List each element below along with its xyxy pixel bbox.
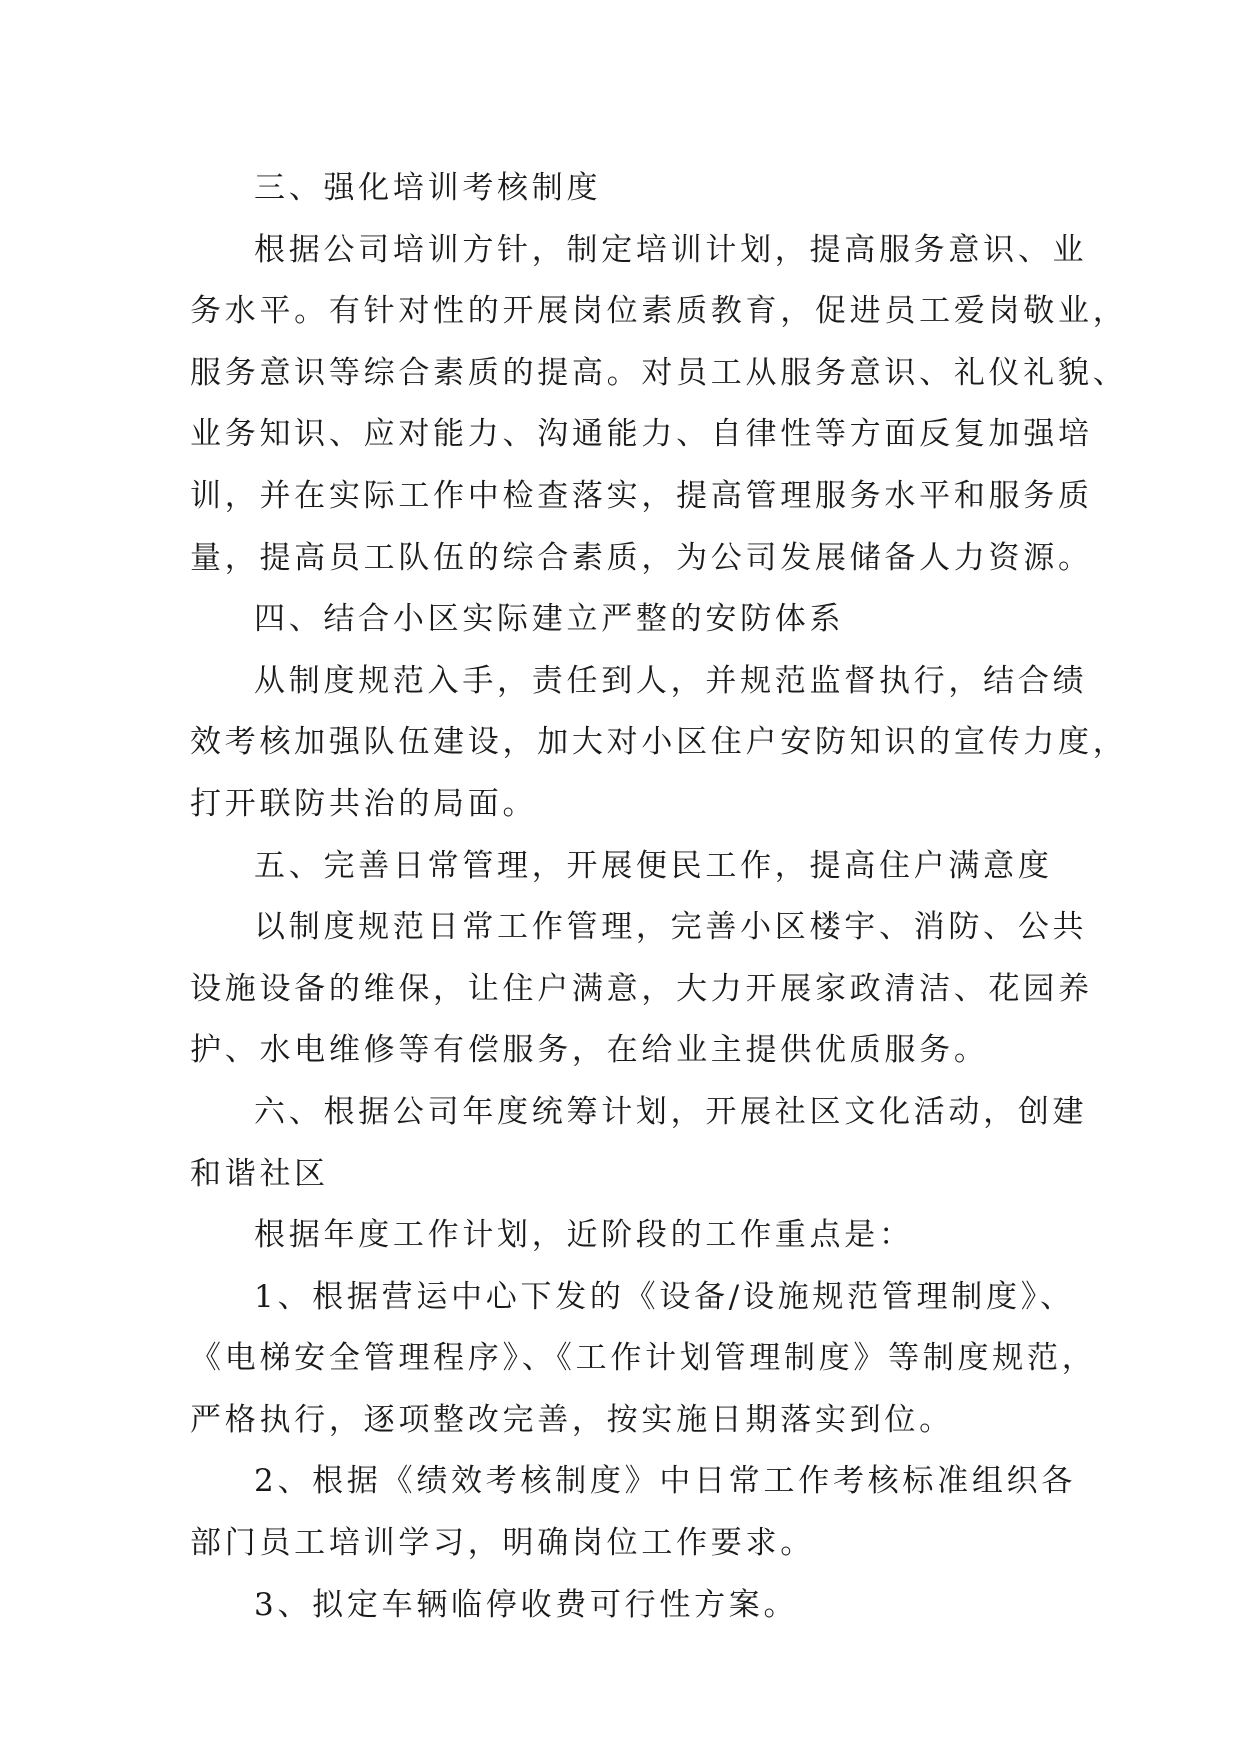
document-body	[190, 158, 1128, 1636]
text-line: 1、根据营运中心下发的《设备/设施规范管理制度》、	[254, 1278, 1075, 1315]
text-line: 效考核加强队伍建设，加大对小区住户安防知识的宣传力度，	[190, 724, 1128, 761]
text-line: 打开联防共治的局面。	[190, 785, 538, 822]
text-line: 设施设备的维保，让住户满意，大力开展家政清洁、花园养	[190, 970, 1093, 1007]
text-line: 务水平。有针对性的开展岗位素质教育，促进员工爱岗敬业，	[190, 293, 1128, 330]
text-line: 和谐社区	[190, 1155, 329, 1192]
text-line: 量，提高员工队伍的综合素质，为公司发展储备人力资源。	[190, 539, 1093, 576]
text-line: 2、根据《绩效考核制度》中日常工作考核标准组织各	[254, 1463, 1077, 1500]
text-line: 根据年度工作计划，近阶段的工作重点是：	[254, 1217, 914, 1254]
text-line: 根据公司培训方针，制定培训计划，提高服务意识、业	[254, 231, 1088, 268]
text-line: 四、结合小区实际建立严整的安防体系	[254, 601, 845, 638]
text-line: 三、强化培训考核制度	[254, 170, 602, 206]
text-line: 以制度规范日常工作管理，完善小区楼宇、消防、公共	[254, 909, 1088, 946]
text-line: 六、根据公司年度统筹计划，开展社区文化活动，创建	[254, 1093, 1088, 1130]
text-line: 业务知识、应对能力、沟通能力、自律性等方面反复加强培	[190, 416, 1093, 453]
text-line: 严格执行，逐项整改完善，按实施日期落实到位。	[190, 1401, 954, 1438]
text-line: 护、水电维修等有偿服务，在给业主提供优质服务。	[190, 1032, 989, 1069]
text-line: 《电梯安全管理程序》、《工作计划管理制度》等制度规范，	[190, 1340, 1097, 1377]
text-line: 部门员工培训学习，明确岗位工作要求。	[190, 1525, 815, 1562]
text-line: 五、完善日常管理，开展便民工作，提高住户满意度	[254, 847, 1053, 884]
text-line: 训，并在实际工作中检查落实，提高管理服务水平和服务质	[190, 477, 1093, 514]
text-line: 服务意识等综合素质的提高。对员工从服务意识、礼仪礼貌、	[190, 354, 1128, 391]
text-line: 从制度规范入手，责任到人，并规范监督执行，结合绩	[254, 662, 1088, 699]
text-line: 3、拟定车辆临停收费可行性方案。	[254, 1586, 799, 1623]
